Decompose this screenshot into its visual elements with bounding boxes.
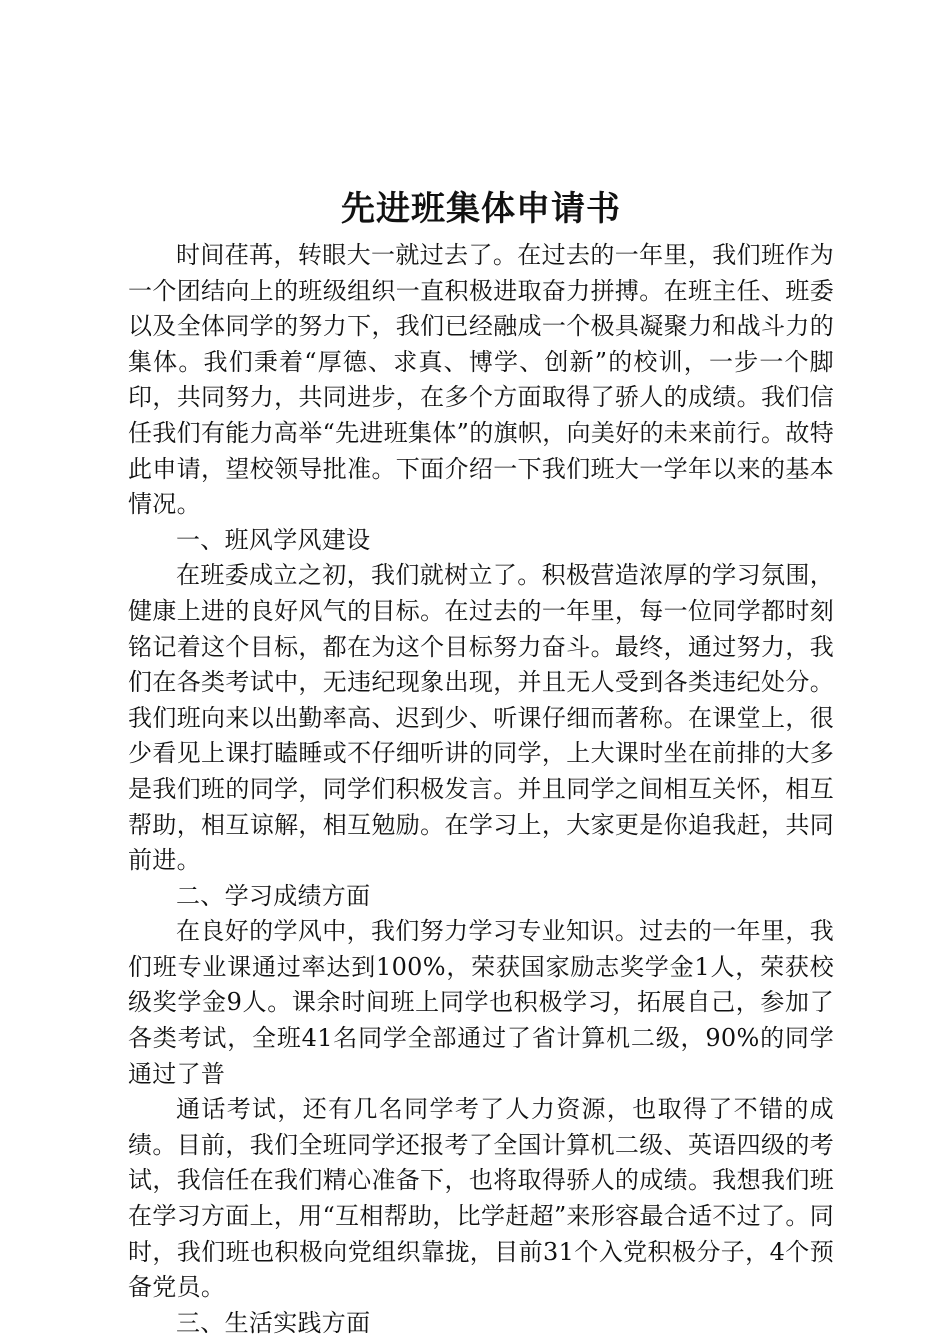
document-title: 先进班集体申请书 bbox=[341, 189, 621, 229]
document-page bbox=[128, 186, 834, 1341]
section-body-academic-part2: 通话考试，还有几名同学考了人力资源，也取得了不错的成绩。目前，我们全班同学还报考了全国计算机二级、英语四级的考试，我信任在我们精心准备下，也将取得骄人的成绩。我想我们班在学习方面上，用“互相帮助，比学赶超”来形容最合适不过了。同时，我们班也积极向党组织靠拢，目前31个入党积极分子，4个预备党员。 bbox=[128, 1095, 834, 1302]
section-body-class-style: 在班委成立之初，我们就树立了。积极营造浓厚的学习氛围，健康上进的良好风气的目标。在过去的一年里，每一位同学都时刻铭记着这个目标，都在为这个目标努力奋斗。最终，通过努力，我们在各类考试中，无违纪现象出现，并且无人受到各类违纪处分。我们班向来以出勤率高、迟到少、听课仔细而著称。在课堂上，很少看见上课打瞌睡或不仔细听讲的同学，上大课时坐在前排的大多是我们班的同学，同学们积极发言。并且同学之间相互关怀，相互帮助，相互谅解，相互勉励。在学习上，大家更是你追我赶，共同前进。 bbox=[128, 561, 834, 875]
section-heading-class-style: 一、班风学风建设 bbox=[176, 525, 371, 554]
intro-paragraph: 时间荏苒，转眼大一就过去了。在过去的一年里，我们班作为一个团结向上的班级组织一直积极进取奋力拼搏。在班主任、班委以及全体同学的努力下，我们已经融成一个极具凝聚力和战斗力的集体。我们秉着“厚德、求真、博学、创新”的校训，一步一个脚印，共同努力，共同进步，在多个方面取得了骄人的成绩。我们信任我们有能力高举“先进班集体”的旗帜，向美好的未来前行。故特此申请，望校领导批准。下面介绍一下我们班大一学年以来的基本情况。 bbox=[128, 241, 834, 519]
section-heading-life-practice: 三、生活实践方面 bbox=[176, 1308, 371, 1337]
section-heading-academic: 二、学习成绩方面 bbox=[176, 881, 371, 910]
section-body-academic-part1: 在良好的学风中，我们努力学习专业知识。过去的一年里，我们班专业课通过率达到100%，荣获国家励志奖学金1人，荣获校级奖学金9人。课余时间班上同学也积极学习，拓展自己，参加了各类考试，全班41名同学全部通过了省计算机二级，90%的同学通过了普 bbox=[128, 917, 834, 1088]
